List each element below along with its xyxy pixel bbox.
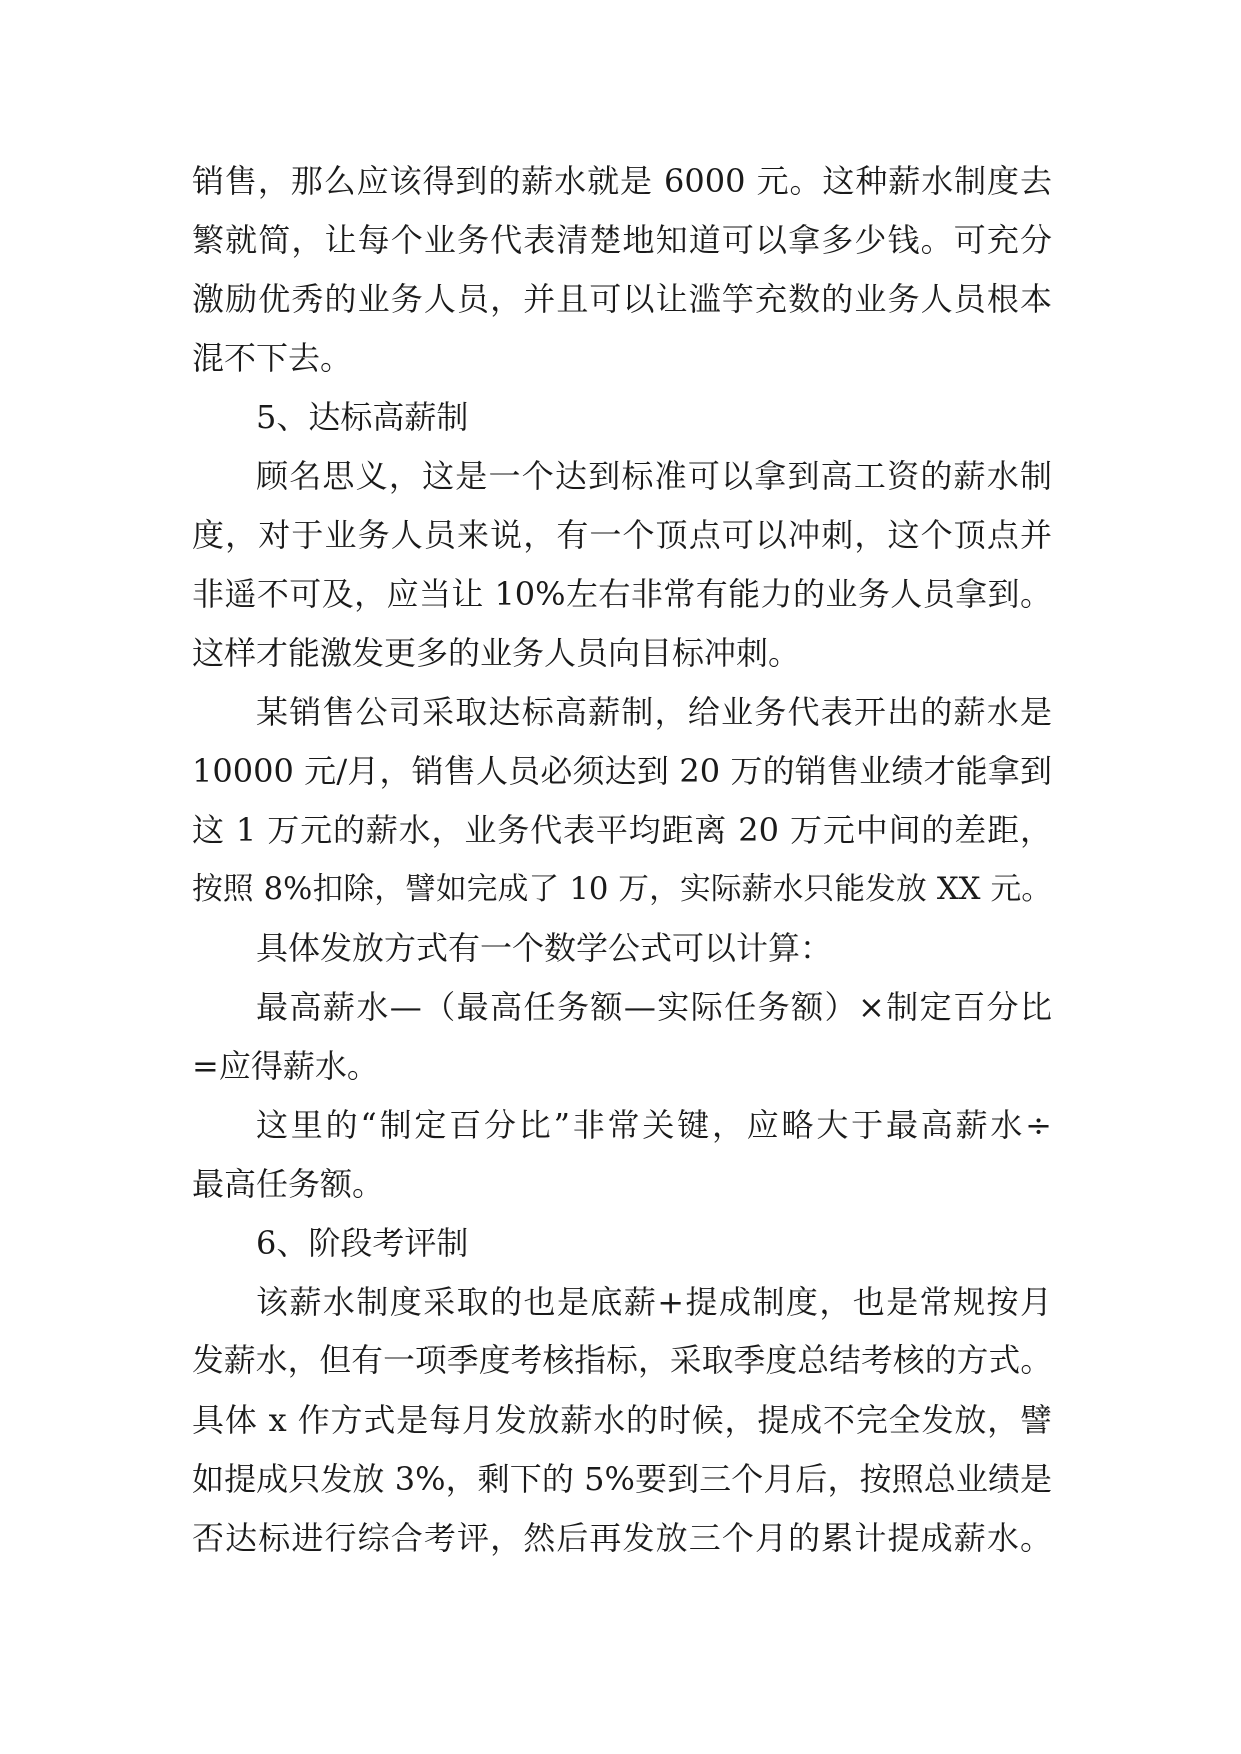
text-line: 如提成只发放 3%，剩下的 5%要到三个月后，按照总业绩是	[192, 1460, 1052, 1498]
text-line: 具体发放方式有一个数学公式可以计算：	[256, 929, 833, 967]
text-line: 这 1 万元的薪水，业务代表平均距离 20 万元中间的差距，	[192, 811, 1052, 849]
text-line: 按照 8%扣除，譬如完成了 10 万，实际薪水只能发放 XX 元。	[192, 872, 1052, 907]
text-line: 某销售公司采取达标高薪制，给业务代表开出的薪水是	[256, 693, 1052, 731]
text-line: 激励优秀的业务人员，并且可以让滥竽充数的业务人员根本	[192, 280, 1052, 318]
text-line: =应得薪水。	[192, 1047, 379, 1085]
text-line: 顾名思义，这是一个达到标准可以拿到高工资的薪水制	[256, 457, 1052, 495]
text-line: 10000 元/月，销售人员必须达到 20 万的销售业绩才能拿到	[192, 752, 1052, 790]
text-line: 非遥不可及，应当让 10%左右非常有能力的业务人员拿到。	[192, 575, 1052, 613]
document-body	[192, 152, 1052, 1568]
text-line: 度，对于业务人员来说，有一个顶点可以冲刺，这个顶点并	[192, 516, 1052, 554]
text-line: 发薪水，但有一项季度考核指标，采取季度总结考核的方式。	[192, 1343, 1052, 1379]
text-line: 5、达标高薪制	[256, 398, 469, 436]
text-line: 繁就简，让每个业务代表清楚地知道可以拿多少钱。可充分	[192, 221, 1052, 259]
text-line: 最高任务额。	[192, 1165, 385, 1203]
text-line: 该薪水制度采取的也是底薪+提成制度，也是常规按月	[256, 1283, 1052, 1321]
text-line: 具体 x 作方式是每月发放薪水的时候，提成不完全发放，譬	[192, 1401, 1052, 1439]
text-line: 6、阶段考评制	[256, 1224, 469, 1262]
text-line: 否达标进行综合考评，然后再发放三个月的累计提成薪水。	[192, 1519, 1052, 1557]
text-line: 最高薪水—（最高任务额—实际任务额）×制定百分比	[256, 988, 1052, 1026]
text-line: 这样才能激发更多的业务人员向目标冲刺。	[192, 634, 801, 672]
text-line: 销售，那么应该得到的薪水就是 6000 元。这种薪水制度去	[192, 162, 1052, 200]
text-line: 混不下去。	[192, 339, 353, 377]
text-line: 这里的“制定百分比”非常关键，应略大于最高薪水÷	[256, 1106, 1052, 1144]
